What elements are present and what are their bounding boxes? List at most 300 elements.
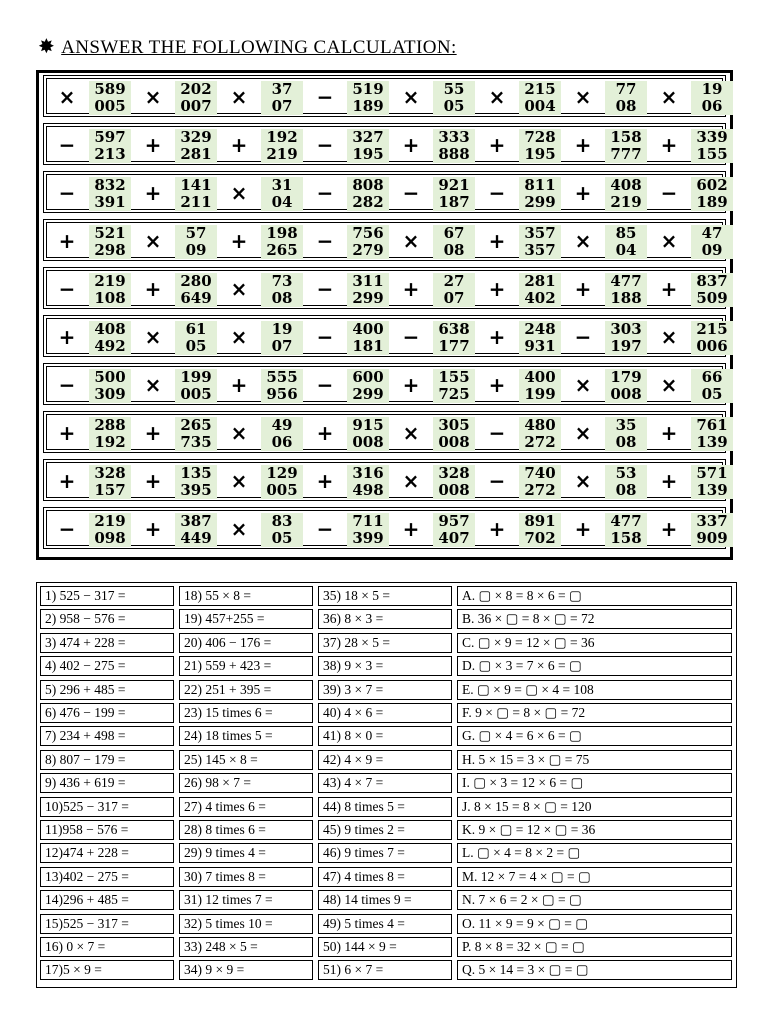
operator-sign: − <box>574 325 592 349</box>
grid-cell <box>307 321 393 353</box>
grid-cell <box>49 129 135 161</box>
grid-cell <box>479 225 565 257</box>
bottom-number: 282 <box>352 193 384 211</box>
top-number: 957 <box>438 512 470 530</box>
top-number: 31 <box>271 176 293 194</box>
operator-sign: + <box>660 277 678 301</box>
top-number: 837 <box>696 272 728 290</box>
operator-sign: × <box>574 421 592 445</box>
operator-sign: × <box>230 181 248 205</box>
bottom-number: 189 <box>696 193 728 211</box>
operator-sign: × <box>144 373 162 397</box>
problem-item: 31) 12 times 7 = <box>179 890 313 910</box>
top-number: 408 <box>610 176 642 194</box>
problem-item: 6) 476 − 199 = <box>40 703 174 723</box>
operator-sign: + <box>402 373 420 397</box>
top-number: 55 <box>443 80 465 98</box>
bottom-number: 158 <box>610 529 642 547</box>
bottom-number: 213 <box>94 145 126 163</box>
operator-sign: − <box>316 133 334 157</box>
star-icon: ✸ <box>38 36 56 58</box>
problem-item: 12)474 + 228 = <box>40 843 174 863</box>
operator-sign: + <box>230 229 248 253</box>
number-pair <box>691 369 733 403</box>
bottom-number: 299 <box>524 193 556 211</box>
grid-cell <box>221 273 307 305</box>
operator-sign: + <box>230 133 248 157</box>
grid-cell <box>307 369 393 401</box>
number-pair <box>175 417 217 451</box>
problem-item: 51) 6 × 7 = <box>318 960 452 980</box>
grid-cell <box>565 81 651 113</box>
number-pair <box>261 417 303 451</box>
grid-cell <box>221 129 307 161</box>
problem-item: 16) 0 × 7 = <box>40 937 174 957</box>
grid-cell <box>135 417 221 449</box>
problem-item: 8) 807 − 179 = <box>40 750 174 770</box>
top-number: 49 <box>271 416 293 434</box>
title-text: ANSWER THE FOLLOWING CALCULATION: <box>61 37 457 58</box>
grid-cell <box>135 129 221 161</box>
problem-item: 50) 144 × 9 = <box>318 937 452 957</box>
grid-row <box>43 171 726 213</box>
bottom-number: 272 <box>524 481 556 499</box>
number-pair <box>519 465 561 499</box>
number-pair <box>261 369 303 403</box>
bottom-number: 005 <box>266 481 298 499</box>
number-pair <box>175 129 217 163</box>
problem-item: B. 36 × ▢ = 8 × ▢ = 72 <box>457 609 732 629</box>
problem-item: 24) 18 times 5 = <box>179 726 313 746</box>
bottom-number: 449 <box>180 529 212 547</box>
bottom-number: 298 <box>94 241 126 259</box>
bottom-number: 219 <box>610 193 642 211</box>
number-pair <box>175 321 217 355</box>
grid-cell <box>49 321 135 353</box>
number-pair <box>433 129 475 163</box>
top-number: 387 <box>180 512 212 530</box>
operator-sign: × <box>402 85 420 109</box>
bottom-number: 725 <box>438 385 470 403</box>
top-number: 555 <box>266 368 298 386</box>
grid-cell <box>49 81 135 113</box>
grid-cell <box>393 513 479 545</box>
problem-item: 34) 9 × 9 = <box>179 960 313 980</box>
problem-item: I. ▢ × 3 = 12 × 6 = ▢ <box>457 773 732 793</box>
top-number: 61 <box>185 320 207 338</box>
number-pair <box>261 177 303 211</box>
number-pair <box>175 273 217 307</box>
bottom-number: 909 <box>696 529 728 547</box>
bottom-number: 219 <box>266 145 298 163</box>
bottom-number: 702 <box>524 529 556 547</box>
problem-item: 1) 525 − 317 = <box>40 586 174 606</box>
number-pair <box>605 465 647 499</box>
top-number: 73 <box>271 272 293 290</box>
operator-sign: × <box>574 229 592 253</box>
top-number: 66 <box>701 368 723 386</box>
grid-cell <box>565 273 651 305</box>
problem-item: 10)525 − 317 = <box>40 797 174 817</box>
top-number: 357 <box>524 224 556 242</box>
operator-sign: × <box>230 85 248 109</box>
number-pair <box>261 225 303 259</box>
number-pair <box>261 465 303 499</box>
top-number: 521 <box>94 224 126 242</box>
bottom-number: 06 <box>271 433 293 451</box>
bottom-number: 299 <box>352 289 384 307</box>
operator-sign: × <box>144 325 162 349</box>
operator-sign: × <box>488 85 506 109</box>
top-number: 477 <box>610 272 642 290</box>
problem-item: 47) 4 times 8 = <box>318 867 452 887</box>
operator-sign: − <box>316 277 334 301</box>
grid-cell <box>307 513 393 545</box>
grid-cell <box>393 225 479 257</box>
operator-sign: − <box>58 181 76 205</box>
top-number: 179 <box>610 368 642 386</box>
page-title <box>38 34 457 59</box>
top-number: 303 <box>610 320 642 338</box>
operator-sign: + <box>488 517 506 541</box>
top-number: 728 <box>524 128 556 146</box>
number-pair <box>347 417 389 451</box>
grid-cell <box>221 321 307 353</box>
grid-cell <box>651 81 737 113</box>
bottom-number: 279 <box>352 241 384 259</box>
number-pair <box>433 321 475 355</box>
number-pair <box>261 273 303 307</box>
operator-sign: × <box>230 325 248 349</box>
number-pair <box>519 129 561 163</box>
grid-cell <box>221 513 307 545</box>
problem-item: C. ▢ × 9 = 12 × ▢ = 36 <box>457 633 732 653</box>
problem-item: 45) 9 times 2 = <box>318 820 452 840</box>
top-number: 215 <box>696 320 728 338</box>
problem-item: 5) 296 + 485 = <box>40 680 174 700</box>
operator-sign: × <box>660 325 678 349</box>
bottom-number: 888 <box>438 145 470 163</box>
grid-cell <box>49 369 135 401</box>
top-number: 53 <box>615 464 637 482</box>
top-number: 808 <box>352 176 384 194</box>
number-pair <box>347 129 389 163</box>
top-number: 199 <box>180 368 212 386</box>
top-number: 27 <box>443 272 465 290</box>
top-number: 500 <box>94 368 126 386</box>
top-number: 280 <box>180 272 212 290</box>
grid-row <box>43 507 726 549</box>
grid-cell <box>651 465 737 497</box>
top-number: 328 <box>438 464 470 482</box>
top-number: 67 <box>443 224 465 242</box>
grid-cell <box>565 465 651 497</box>
bottom-number: 155 <box>696 145 728 163</box>
number-pair <box>519 177 561 211</box>
problem-item: 18) 55 × 8 = <box>179 586 313 606</box>
top-number: 328 <box>94 464 126 482</box>
grid-cell <box>479 513 565 545</box>
number-pair <box>691 321 733 355</box>
grid-cell <box>221 225 307 257</box>
top-number: 832 <box>94 176 126 194</box>
top-number: 602 <box>696 176 728 194</box>
operator-sign: × <box>144 229 162 253</box>
operator-sign: + <box>488 133 506 157</box>
grid-row <box>43 219 726 261</box>
number-pair <box>89 513 131 547</box>
grid-cell <box>221 417 307 449</box>
grid-cell <box>49 273 135 305</box>
bottom-number: 192 <box>94 433 126 451</box>
grid-cell <box>565 417 651 449</box>
bottom-number: 509 <box>696 289 728 307</box>
number-pair <box>433 513 475 547</box>
top-number: 756 <box>352 224 384 242</box>
grid-cell <box>479 273 565 305</box>
bottom-number: 004 <box>524 97 556 115</box>
number-pair <box>605 129 647 163</box>
grid-cell <box>307 177 393 209</box>
top-number: 311 <box>352 272 384 290</box>
grid-cell <box>393 321 479 353</box>
number-pair <box>691 273 733 307</box>
grid-cell <box>651 225 737 257</box>
grid-row <box>43 315 726 357</box>
bottom-number: 139 <box>696 433 728 451</box>
operator-sign: − <box>316 229 334 253</box>
top-number: 192 <box>266 128 298 146</box>
operator-sign: × <box>660 229 678 253</box>
top-number: 305 <box>438 416 470 434</box>
operator-sign: − <box>58 517 76 541</box>
grid-cell <box>479 417 565 449</box>
operator-sign: − <box>488 181 506 205</box>
grid-row <box>43 363 726 405</box>
operator-sign: + <box>660 421 678 445</box>
operator-sign: × <box>660 373 678 397</box>
top-number: 57 <box>185 224 207 242</box>
grid-cell <box>221 177 307 209</box>
top-number: 333 <box>438 128 470 146</box>
number-pair <box>89 225 131 259</box>
top-number: 248 <box>524 320 556 338</box>
top-number: 571 <box>696 464 728 482</box>
bottom-number: 402 <box>524 289 556 307</box>
number-pair <box>347 81 389 115</box>
number-pair <box>433 177 475 211</box>
operator-sign: − <box>488 421 506 445</box>
grid-row <box>43 459 726 501</box>
operator-sign: − <box>316 85 334 109</box>
bottom-number: 399 <box>352 529 384 547</box>
grid-cell <box>221 465 307 497</box>
operator-sign: + <box>574 181 592 205</box>
problem-item: 19) 457+255 = <box>179 609 313 629</box>
number-pair <box>261 81 303 115</box>
grid-cell <box>393 129 479 161</box>
top-number: 288 <box>94 416 126 434</box>
operator-sign: + <box>144 277 162 301</box>
bottom-number: 07 <box>271 97 293 115</box>
operator-sign: − <box>316 373 334 397</box>
grid-cell <box>651 369 737 401</box>
problem-item: F. 9 × ▢ = 8 × ▢ = 72 <box>457 703 732 723</box>
problem-item: 49) 5 times 4 = <box>318 914 452 934</box>
number-pair <box>691 81 733 115</box>
bottom-number: 391 <box>94 193 126 211</box>
bottom-number: 195 <box>524 145 556 163</box>
problem-item: J. 8 × 15 = 8 × ▢ = 120 <box>457 797 732 817</box>
number-pair <box>433 225 475 259</box>
problem-item: O. 11 × 9 = 9 × ▢ = ▢ <box>457 914 732 934</box>
bottom-number: 108 <box>94 289 126 307</box>
problem-item: 40) 4 × 6 = <box>318 703 452 723</box>
bottom-number: 008 <box>610 385 642 403</box>
problem-item: M. 12 × 7 = 4 × ▢ = ▢ <box>457 867 732 887</box>
number-pair <box>89 273 131 307</box>
operator-sign: × <box>402 421 420 445</box>
problem-item: 41) 8 × 0 = <box>318 726 452 746</box>
grid-cell <box>49 465 135 497</box>
bottom-number: 357 <box>524 241 556 259</box>
grid-cell <box>393 177 479 209</box>
bottom-number: 08 <box>615 481 637 499</box>
operator-sign: + <box>230 373 248 397</box>
bottom-number: 181 <box>352 337 384 355</box>
operator-sign: + <box>58 229 76 253</box>
number-pair <box>519 81 561 115</box>
top-number: 37 <box>271 80 293 98</box>
problem-item: N. 7 × 6 = 2 × ▢ = ▢ <box>457 890 732 910</box>
problem-item: A. ▢ × 8 = 8 × 6 = ▢ <box>457 586 732 606</box>
operator-sign: + <box>58 421 76 445</box>
operator-sign: + <box>144 181 162 205</box>
top-number: 83 <box>271 512 293 530</box>
operator-sign: × <box>230 517 248 541</box>
top-number: 339 <box>696 128 728 146</box>
number-pair <box>175 81 217 115</box>
top-number: 891 <box>524 512 556 530</box>
grid-cell <box>479 465 565 497</box>
grid-cell <box>479 81 565 113</box>
grid-cell <box>307 417 393 449</box>
operator-sign: × <box>402 469 420 493</box>
operator-sign: + <box>488 277 506 301</box>
top-number: 281 <box>524 272 556 290</box>
problem-item: 20) 406 − 176 = <box>179 633 313 653</box>
bottom-number: 04 <box>271 193 293 211</box>
operator-sign: + <box>402 517 420 541</box>
top-number: 519 <box>352 80 384 98</box>
grid-cell <box>135 225 221 257</box>
bottom-number: 08 <box>615 97 637 115</box>
number-pair <box>691 129 733 163</box>
operator-sign: − <box>488 469 506 493</box>
bottom-number: 395 <box>180 481 212 499</box>
problem-item: 9) 436 + 619 = <box>40 773 174 793</box>
operator-sign: + <box>488 229 506 253</box>
problem-item: 32) 5 times 10 = <box>179 914 313 934</box>
top-number: 129 <box>266 464 298 482</box>
top-number: 477 <box>610 512 642 530</box>
operator-sign: × <box>660 85 678 109</box>
top-number: 329 <box>180 128 212 146</box>
top-number: 198 <box>266 224 298 242</box>
operator-sign: + <box>574 133 592 157</box>
top-number: 316 <box>352 464 384 482</box>
number-pair <box>605 321 647 355</box>
grid-cell <box>307 81 393 113</box>
top-number: 219 <box>94 272 126 290</box>
number-pair <box>691 225 733 259</box>
grid-row <box>43 267 726 309</box>
number-pair <box>261 321 303 355</box>
top-number: 915 <box>352 416 384 434</box>
bottom-number: 05 <box>271 529 293 547</box>
problem-item: H. 5 × 15 = 3 × ▢ = 75 <box>457 750 732 770</box>
problem-item: 36) 8 × 3 = <box>318 609 452 629</box>
operator-sign: − <box>58 277 76 301</box>
top-number: 480 <box>524 416 556 434</box>
grid-cell <box>49 177 135 209</box>
number-pair <box>175 177 217 211</box>
problem-item: 26) 98 × 7 = <box>179 773 313 793</box>
grid-cell <box>565 369 651 401</box>
bottom-number: 007 <box>180 97 212 115</box>
problem-item: 38) 9 × 3 = <box>318 656 452 676</box>
problem-item: 15)525 − 317 = <box>40 914 174 934</box>
problem-item: 13)402 − 275 = <box>40 867 174 887</box>
top-number: 135 <box>180 464 212 482</box>
operator-sign: − <box>58 133 76 157</box>
problem-item: 42) 4 × 9 = <box>318 750 452 770</box>
problem-item: G. ▢ × 4 = 6 × 6 = ▢ <box>457 726 732 746</box>
number-pair <box>175 225 217 259</box>
number-pair <box>691 513 733 547</box>
operator-sign: + <box>574 517 592 541</box>
top-number: 219 <box>94 512 126 530</box>
grid-row <box>43 123 726 165</box>
top-number: 400 <box>524 368 556 386</box>
operator-sign: + <box>488 373 506 397</box>
number-pair <box>347 321 389 355</box>
grid-cell <box>479 369 565 401</box>
problem-item: 37) 28 × 5 = <box>318 633 452 653</box>
operator-sign: + <box>660 517 678 541</box>
grid-cell <box>565 129 651 161</box>
top-number: 215 <box>524 80 556 98</box>
number-pair <box>691 417 733 451</box>
operator-sign: + <box>402 133 420 157</box>
bottom-number: 139 <box>696 481 728 499</box>
top-number: 19 <box>271 320 293 338</box>
number-pair <box>691 465 733 499</box>
bottom-number: 188 <box>610 289 642 307</box>
problem-item: 7) 234 + 498 = <box>40 726 174 746</box>
bottom-number: 08 <box>271 289 293 307</box>
number-pair <box>89 81 131 115</box>
bottom-number: 189 <box>352 97 384 115</box>
number-pair <box>175 513 217 547</box>
operator-sign: × <box>144 85 162 109</box>
operator-sign: × <box>58 85 76 109</box>
number-pair <box>433 81 475 115</box>
top-number: 77 <box>615 80 637 98</box>
number-pair <box>519 513 561 547</box>
bottom-number: 008 <box>438 481 470 499</box>
grid-cell <box>651 417 737 449</box>
